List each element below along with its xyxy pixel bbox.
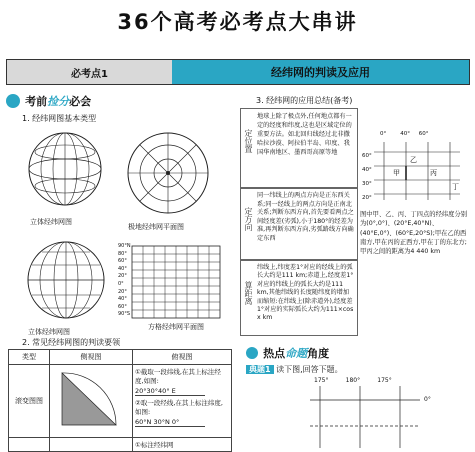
banner-right-label: 经纬网的判读及应用 (172, 60, 469, 84)
box-direction-text: 同一纬线上的两点方向是正东西关系;同一经线上的两点方向是正南北关系;判断东西方向,首先要看两点之间经度差(劣弧),小于180°的经差为准,再判断东西方向,劣弧路线方向确定东西 (257, 192, 354, 242)
map-left-labels: 60° 40° 30° 20° (362, 153, 372, 201)
section-2-heading: 2. 常见经纬网图的判读要领 (22, 338, 121, 347)
section-3-heading: 3. 经纬网的应用总结(备考) (256, 96, 353, 105)
side-view-sector-figure (50, 365, 128, 433)
left-heading: 考前捡分必会 (6, 90, 232, 109)
coordinate-grid-map (360, 130, 470, 204)
topic-banner (6, 59, 470, 85)
table-header-side: 侧视图 (50, 350, 133, 365)
globe-2-caption: 立体经纬网图 (28, 328, 70, 336)
example-line (246, 364, 343, 375)
heading-2-icon (246, 347, 258, 359)
grid-lat-labels: 90°N 80° 60° 40° 20° 0° 20° 40° 60° 90°S (118, 243, 131, 318)
box-direction-label: 定方向 (244, 207, 253, 231)
example-side-label: 0° (424, 396, 431, 403)
box-locate-label: 定位置 (244, 129, 253, 153)
table-top-cell: ①截取一段纬线,在其上标注经度,如图: 20°30°40° E ②取一段经线,在其上标注纬度,如图: 60°N 30°N 0° (133, 365, 232, 438)
box-direction (240, 188, 358, 260)
table-header-top: 俯视图 (133, 350, 232, 365)
map-top-labels: 0° 40° 60° (380, 131, 429, 137)
polar-grid-map (120, 125, 216, 221)
banner-left-label: 必考点1 (7, 60, 172, 84)
table-side-figure (50, 365, 133, 438)
heading-icon (6, 94, 20, 108)
map-point-ding: 丁 (452, 183, 459, 191)
box-distance-text: 纬线上,纬度差1°对应的经线上的弧长大约是111 km;赤道上,经度差1°对应的纬线上的弧长大约是111 km,其他纬线的长度随纬度的增加而缩短:在纬线上(除赤道外),经度差1°对应的实际弧长大约为111×cos x km (257, 264, 354, 322)
globe-wireframe-1 (20, 127, 110, 215)
grid-map-caption: 方格经纬网平面图 (148, 323, 204, 331)
interpretation-table (8, 349, 232, 452)
example-label: 典题1 (246, 365, 274, 374)
right-heading-2: 热点命题角度 (246, 342, 329, 361)
map-note: 图中甲、乙、丙、丁四点的经纬度分别为(0°,0°)、(20°E,40°N)、(40°E,0°)、(60°E,20°S);甲在乙的西南方,甲在丙的正西方,甲在丁的东北方;甲丙之间的距离为4 440 km (360, 211, 468, 256)
section-1-heading: 1. 经纬网图基本类型 (22, 114, 97, 123)
table-row2-cell: ①标注经纬网 (133, 438, 232, 452)
globe-1-caption: 立体经纬网图 (30, 218, 72, 226)
box-distance (240, 260, 358, 336)
rectangular-grid-map (118, 240, 226, 322)
globe-wireframe-2 (18, 235, 114, 325)
table-header-type: 类型 (9, 350, 50, 365)
polar-map-caption: 极地经纬网平面图 (128, 223, 184, 231)
box-distance-label: 算距离 (244, 281, 253, 305)
example-text: 读下图,回答下题。 (276, 365, 343, 374)
map-point-yi: 乙 (410, 156, 417, 164)
example-figure (300, 378, 450, 448)
map-point-jia: 甲 (393, 169, 400, 177)
page-title: 36个高考必考点大串讲 (117, 10, 358, 34)
map-point-bing: 丙 (430, 169, 437, 177)
example-top-labels: 175° 180° 175° (314, 377, 392, 384)
table-row-type: 滚变图图 (9, 365, 50, 438)
box-locate (240, 108, 358, 188)
box-locate-text: 地球上除了极点外,任何地点都有一定的经度和纬度,这也是区域定位的重要方法。如北回归线经过北非撒哈拉沙漠、阿拉伯半岛、印度、我国华南地区、墨西哥高原等地 (257, 113, 352, 156)
